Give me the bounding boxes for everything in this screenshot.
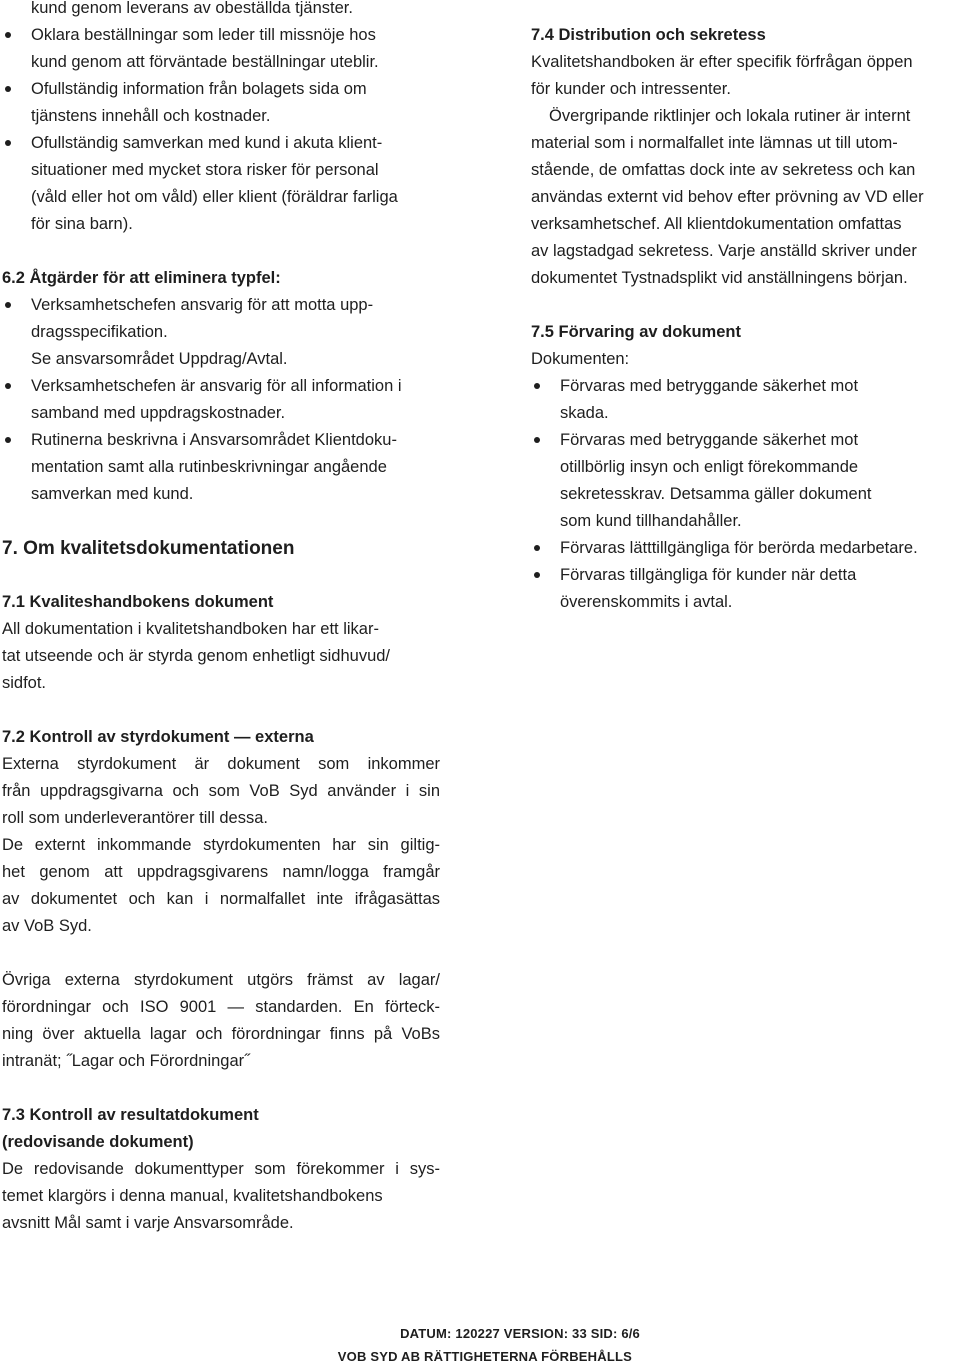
- section-7-2-heading: 7.2 Kontroll av styrdokument — externa: [2, 728, 314, 746]
- section-7-2-paragraph-3: [2, 967, 440, 1075]
- paragraph-line: dokumentet Tystnadsplikt vid anställningens början.: [531, 269, 908, 287]
- paragraph-line: roll som underleverantörer till dessa.: [2, 809, 268, 827]
- section-7-5-list: [531, 373, 956, 616]
- list-item-line: skada.: [560, 404, 609, 422]
- list-item: [2, 0, 440, 22]
- list-item-line: Se ansvarsområdet Uppdrag/Avtal.: [31, 350, 288, 368]
- list-item: [531, 427, 956, 535]
- paragraph-line: av lagstadgad sekretess. Varje anställd skriver under: [531, 242, 917, 260]
- paragraph-line: användas externt vid behov efter prövning av VD eller: [531, 188, 924, 206]
- list-item-line: Förvaras med betryggande säkerhet mot: [560, 377, 859, 395]
- list-item: [2, 292, 440, 373]
- list-item-line: dragsspecifikation.: [31, 323, 168, 341]
- paragraph-line: verksamhetschef. All klientdokumentation omfattas: [531, 215, 902, 233]
- list-item-line: samverkan med kund.: [31, 485, 194, 503]
- list-item-line: Förvaras lätttillgängliga för berörda medarbetare.: [560, 539, 918, 557]
- section-7-4-paragraph-2: [531, 103, 956, 292]
- list-item-line: Oklara beställningar som leder till missnöje hos: [31, 26, 376, 44]
- section-7-3-paragraph: [2, 1156, 440, 1237]
- list-item-line: otillbörlig insyn och enligt förekommande: [560, 458, 859, 476]
- section-7-5-heading: 7.5 Förvaring av dokument: [531, 323, 741, 341]
- paragraph-line: av VoB Syd.: [2, 917, 92, 935]
- list-item: [2, 427, 440, 508]
- paragraph-line: intranät; ˝Lagar och Förordningar˝: [2, 1052, 250, 1070]
- left-column: [2, 0, 440, 1237]
- section-7-5-intro: Dokumenten:: [531, 350, 630, 368]
- section-7-2-paragraph-2: [2, 832, 440, 940]
- right-column: [531, 22, 956, 616]
- paragraph-line: sidfot.: [2, 674, 47, 692]
- list-item: [2, 22, 440, 76]
- paragraph-line: stående, de omfattas dock inte av sekretess och kan: [531, 161, 916, 179]
- paragraph-line: Kvalitetshandboken är efter specifik förfrågan öppen: [531, 53, 913, 71]
- paragraph-line: ning över aktuella lagar och förordningar finns på VoBs: [2, 1025, 440, 1043]
- paragraph-line: Övriga externa styrdokument utgörs främst av lagar/: [2, 971, 440, 989]
- list-item-line: Verksamhetschefen ansvarig för att motta upp-: [31, 296, 374, 314]
- section-7-1-heading: 7.1 Kvaliteshandbokens dokument: [2, 593, 274, 611]
- paragraph-line: för kunder och intressenter.: [531, 80, 731, 98]
- paragraph-line: avsnitt Mål samt i varje Ansvarsområde.: [2, 1214, 294, 1232]
- footer-rights: VOB SYD AB RÄTTIGHETERNA FÖRBEHÅLLS: [337, 1349, 632, 1364]
- section-7-2-paragraph-1: [2, 751, 440, 832]
- list-item-line: kund genom att förväntade beställningar uteblir.: [31, 53, 379, 71]
- paragraph-line: tat utseende och är styrda genom enhetligt sidhuvud/: [2, 647, 390, 665]
- footer-document-info: DATUM: 120227 VERSION: 33 SID: 6/6: [400, 1326, 640, 1341]
- list-item-line: Ofullständig samverkan med kund i akuta klient-: [31, 134, 383, 152]
- paragraph-line: Övergripande riktlinjer och lokala rutiner är internt: [549, 107, 911, 125]
- paragraph-line: från uppdragsgivarna och som VoB Syd använder i sin: [2, 782, 440, 800]
- list-item: [531, 373, 956, 427]
- list-item-line: samband med uppdragskostnader.: [31, 404, 286, 422]
- paragraph-line: av dokumentet och kan i normalfallet inte ifrågasättas: [2, 890, 440, 908]
- list-item: [2, 373, 440, 427]
- list-item-line: Ofullständig information från bolagets sida om: [31, 80, 367, 98]
- list-item: [531, 535, 956, 562]
- list-item-line: Förvaras tillgängliga för kunder när detta: [560, 566, 857, 584]
- paragraph-line: Externa styrdokument är dokument som inkommer: [2, 755, 440, 773]
- paragraph-line: De redovisande dokumenttyper som förekommer i sys-: [2, 1160, 440, 1178]
- list-item-line: mentation samt alla rutinbeskrivningar angående: [31, 458, 387, 476]
- heading-line: (redovisande dokument): [2, 1133, 194, 1151]
- section-7-4-heading: 7.4 Distribution och sekretess: [531, 26, 766, 44]
- paragraph-line: förordningar och ISO 9001 — standarden. En förteck-: [2, 998, 440, 1016]
- section-7-3-heading: [2, 1102, 440, 1156]
- list-item-line: kund genom leverans av obeställda tjänster.: [31, 0, 353, 17]
- list-item: [2, 130, 440, 238]
- section-7-heading: 7. Om kvalitetsdokumentationen: [2, 538, 295, 559]
- paragraph-line: het genom att uppdragsgivarens namn/logga framgår: [2, 863, 440, 881]
- continued-bullet-list: [2, 0, 440, 238]
- list-item-line: situationer med mycket stora risker för personal: [31, 161, 379, 179]
- list-item-line: sekretesskrav. Detsamma gäller dokument: [560, 485, 872, 503]
- list-item: [531, 562, 956, 616]
- list-item-line: för sina barn).: [31, 215, 133, 233]
- paragraph-line: All dokumentation i kvalitetshandboken har ett likar-: [2, 620, 379, 638]
- heading-line: 7.3 Kontroll av resultatdokument: [2, 1106, 259, 1124]
- paragraph-line: material som i normalfallet inte lämnas ut till utom-: [531, 134, 898, 152]
- list-item: [2, 76, 440, 130]
- section-7-1-paragraph: [2, 616, 440, 697]
- list-item-line: överenskommits i avtal.: [560, 593, 733, 611]
- list-item-line: som kund tillhandahåller.: [560, 512, 742, 530]
- list-item-line: (våld eller hot om våld) eller klient (föräldrar farliga: [31, 188, 398, 206]
- list-item-line: Rutinerna beskrivna i Ansvarsområdet Klientdoku-: [31, 431, 397, 449]
- paragraph-line: De externt inkommande styrdokumenten har sin giltig-: [2, 836, 440, 854]
- list-item-line: Förvaras med betryggande säkerhet mot: [560, 431, 859, 449]
- list-item-line: Verksamhetschefen är ansvarig för all information i: [31, 377, 402, 395]
- list-item-line: tjänstens innehåll och kostnader.: [31, 107, 271, 125]
- section-7-4-paragraph-1: [531, 49, 956, 103]
- section-6-2-list: [2, 292, 440, 508]
- paragraph-line: temet klargörs i denna manual, kvalitetshandbokens: [2, 1187, 383, 1205]
- section-6-2-heading: 6.2 Åtgärder för att eliminera typfel:: [2, 269, 281, 287]
